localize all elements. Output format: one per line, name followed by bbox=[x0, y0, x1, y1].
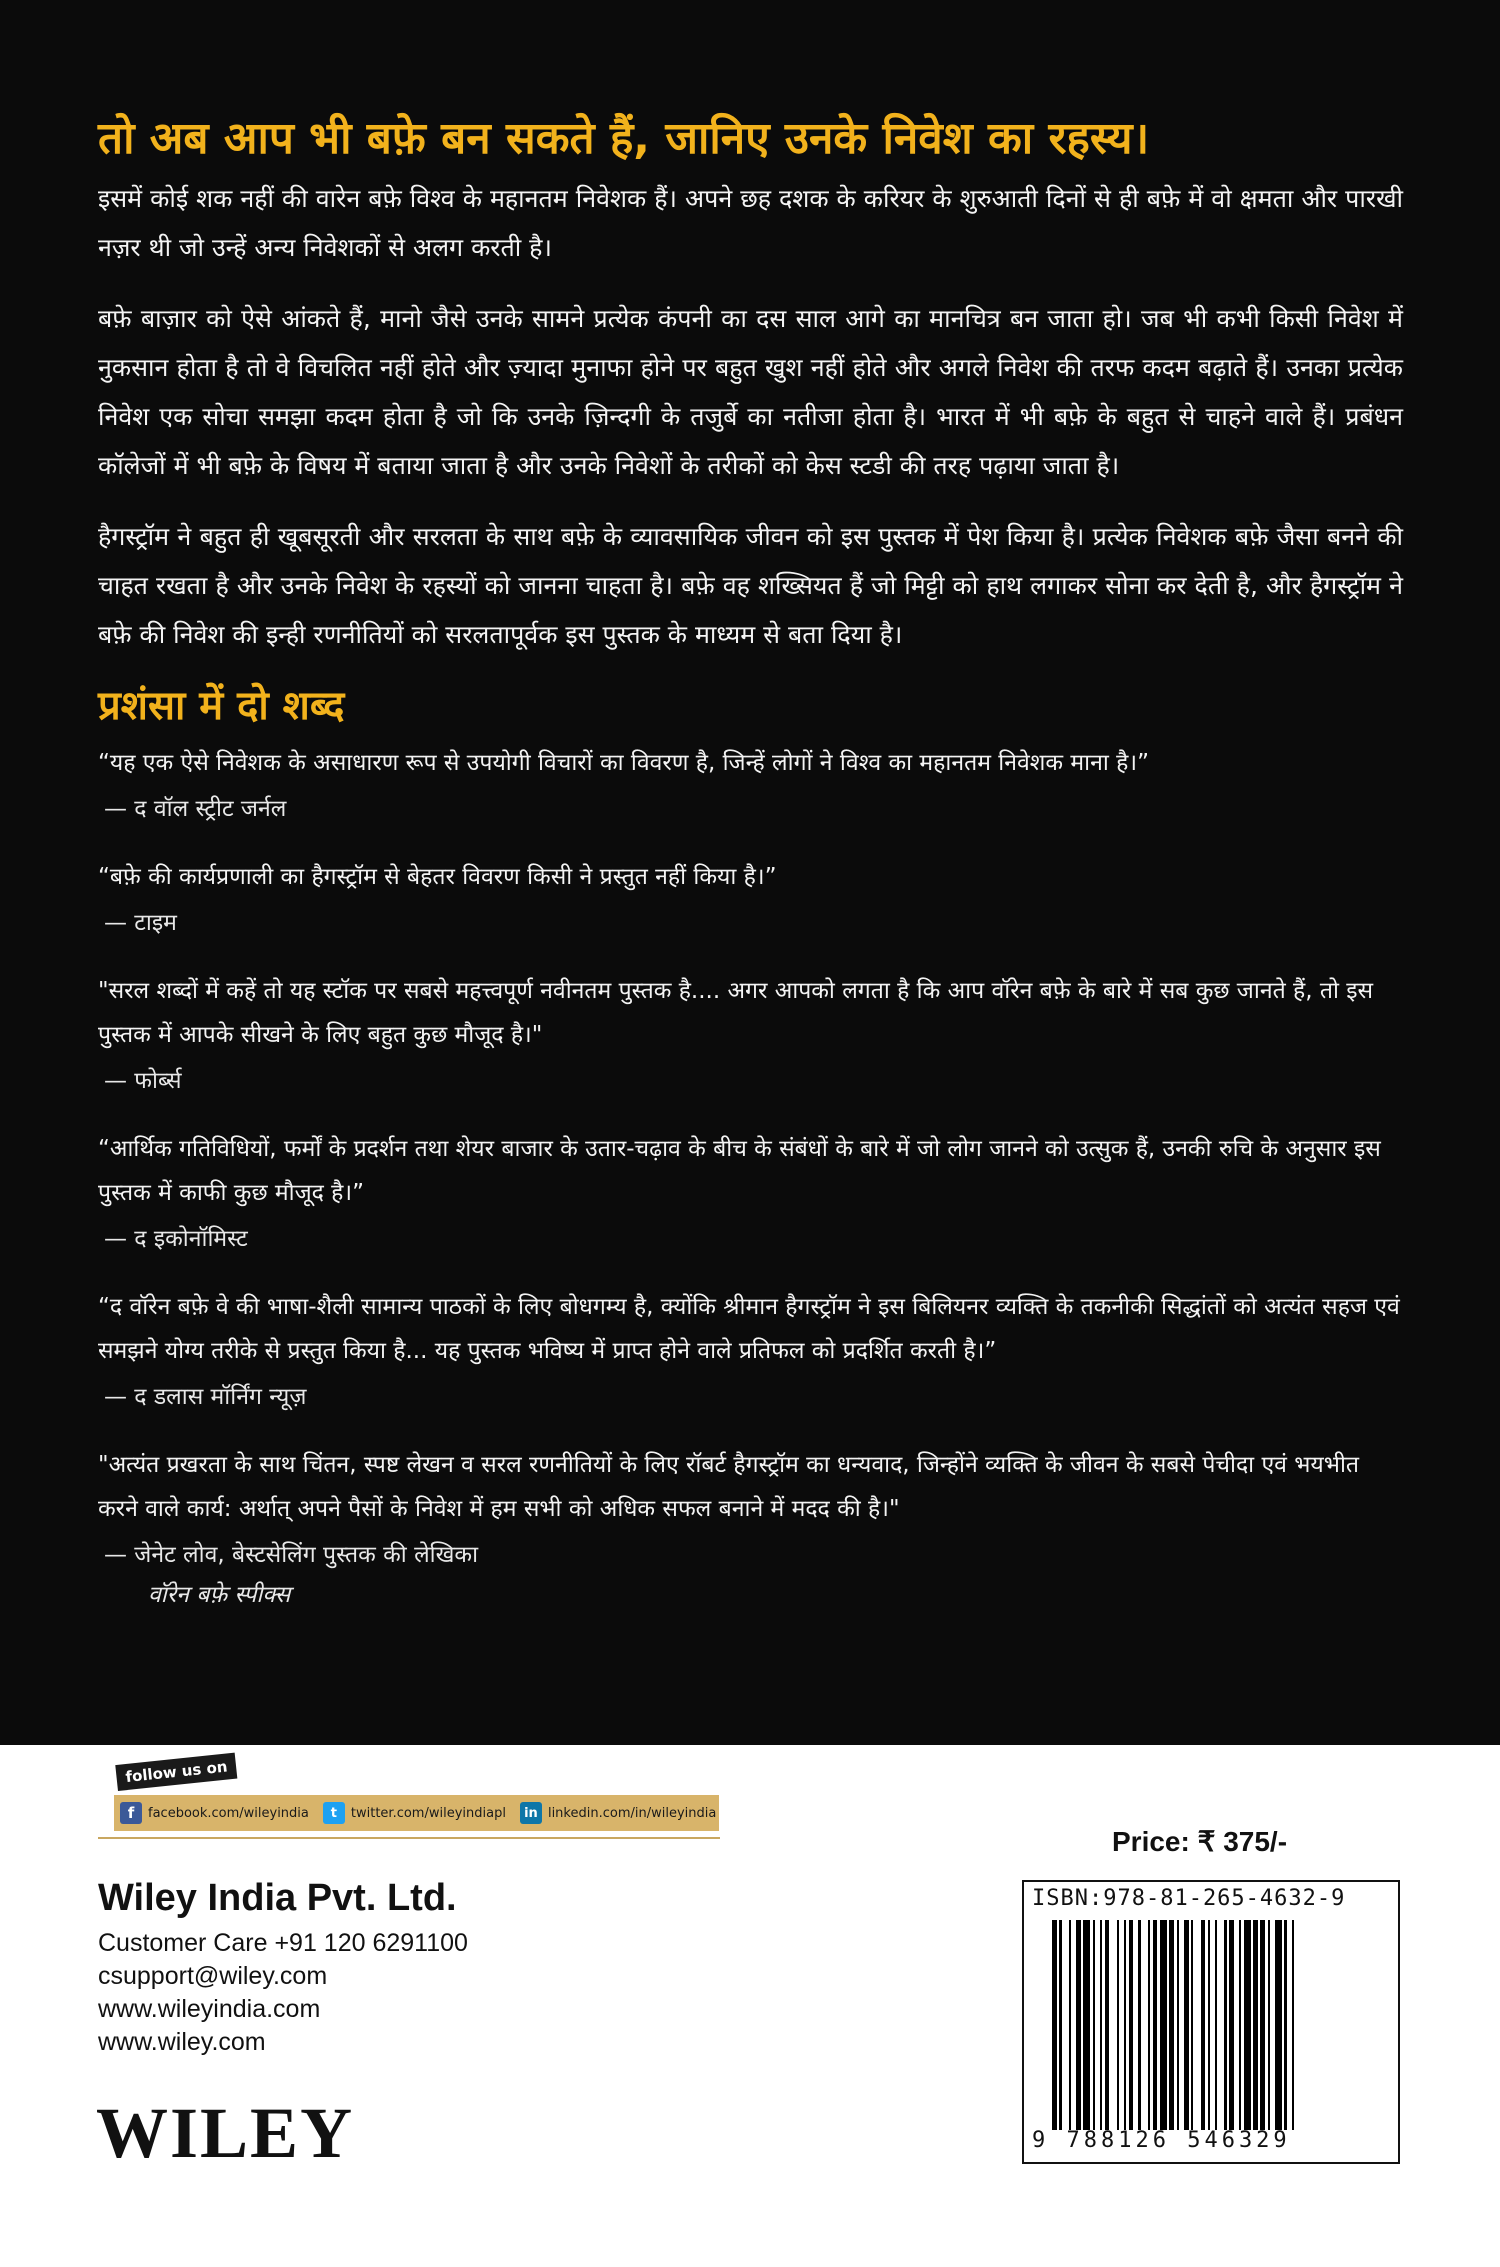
barcode-stripe bbox=[1275, 1920, 1282, 2130]
quote-source: — फोर्ब्स bbox=[104, 1068, 182, 1094]
isbn-barcode bbox=[1022, 1880, 1400, 2164]
quote-source-name: — जेनेट लोव, बेस्टसेलिंग पुस्तक की लेखिका bbox=[104, 1542, 479, 1568]
quote-6 bbox=[98, 1443, 1403, 1615]
twitter-icon: t bbox=[323, 1802, 345, 1824]
divider bbox=[98, 1837, 720, 1839]
barcode-stripe bbox=[1141, 1920, 1148, 2130]
content-column bbox=[98, 112, 1403, 1641]
twitter-url: twitter.com/wileyindiapl bbox=[350, 1805, 506, 1821]
barcode-stripe bbox=[1062, 1920, 1069, 2130]
barcode-stripe bbox=[1244, 1920, 1251, 2130]
quote-source: — द इकोनॉमिस्ट bbox=[104, 1226, 248, 1252]
headline: तो अब आप भी बफ़े बन सकते हैं, जानिए उनके निवेश का रहस्य। bbox=[98, 113, 1150, 164]
barcode-stripe bbox=[1109, 1920, 1116, 2130]
linkedin-url: linkedin.com/in/wileyindia bbox=[547, 1805, 717, 1821]
quote-3 bbox=[98, 969, 1403, 1101]
barcode-digits: 9 788126 546329 bbox=[1032, 2128, 1291, 2153]
quote-source: — द डलास मॉर्निंग न्यूज़ bbox=[104, 1384, 307, 1410]
praise-title: प्रशंसा में दो शब्द bbox=[98, 683, 345, 729]
quote-text: "अत्यंत प्रखरता के साथ चिंतन, स्पष्ट लेखन व सरल रणनीतियों के लिए रॉबर्ट हैगस्ट्रॉम का धन्यवाद, जिन्होंने व्यक्ति के जीवन के सबसे पेचीदा एवं भयभीत करने वाले कार्य: अर्थात् अपने पैसों के निवेश में हम सभी को अधिक सफल बनाने में मदद की है।" bbox=[98, 1452, 1360, 1522]
website-india[interactable]: www.wileyindia.com bbox=[98, 1995, 321, 2023]
linkedin-link[interactable] bbox=[520, 1802, 716, 1824]
twitter-link[interactable] bbox=[323, 1802, 506, 1824]
barcode-stripe bbox=[1160, 1920, 1167, 2130]
quote-text: “द वॉरेन बफ़े वे की भाषा-शैली सामान्य पाठकों के लिए बोधगम्य है, क्योंकि श्रीमान हैगस्ट्रॉम ने इस बिलियनर व्यक्ति के तकनीकी सिद्धांतों को अत्यंत सहज एवं समझने योग्य तरीके से प्रस्तुत किया है... यह पुस्तक भविष्य में प्राप्त होने वाले प्रतिफल को प्रदर्शित करती है।” bbox=[98, 1294, 1400, 1364]
quote-5 bbox=[98, 1285, 1403, 1417]
isbn-text: ISBN:978-81-265-4632-9 bbox=[1032, 1886, 1346, 1911]
quote-1 bbox=[98, 741, 1403, 829]
wiley-logo: WILEY bbox=[96, 2093, 355, 2173]
quote-text: “यह एक ऐसे निवेशक के असाधारण रूप से उपयोगी विचारों का विवरण है, जिन्हें लोगों ने विश्व का महानतम निवेशक माना है।” bbox=[98, 750, 1149, 776]
facebook-link[interactable] bbox=[120, 1802, 309, 1824]
paragraph-2: बफ़े बाज़ार को ऐसे आंकते हैं, मानो जैसे उनके सामने प्रत्येक कंपनी का दस साल आगे का मानचित्र बन जाता हो। जब भी कभी किसी निवेश में नुकसान होता है तो वे विचलित नहीं होते और ज़्यादा मुनाफा होने पर बहुत खुश नहीं होते और अगले निवेश की तरफ कदम बढ़ाते हैं। उनका प्रत्येक निवेश एक सोचा समझा कदम होता है जो कि उनके ज़िन्दगी के तजुर्बे का नतीजा होता है। भारत में भी बफ़े के बहुत से चाहने वाले हैं। प्रबंधन कॉलेजों में भी बफ़े के विषय में बताया जाता है और उनके निवेशों के तरीकों को केस स्टडी की तरह पढ़ाया जाता है। bbox=[98, 304, 1403, 480]
quote-text: “बफ़े की कार्यप्रणाली का हैगस्ट्रॉम से बेहतर विवरण किसी ने प्रस्तुत नहीं किया है।” bbox=[98, 864, 777, 890]
paragraph-1: इसमें कोई शक नहीं की वारेन बफ़े विश्व के महानतम निवेशक हैं। अपने छह दशक के करियर के शुरुआती दिनों से ही बफ़े में वो क्षमता और पारखी नज़र थी जो उन्हें अन्य निवेशकों से अलग करती है। bbox=[98, 184, 1403, 262]
facebook-icon: f bbox=[120, 1802, 142, 1824]
quote-source bbox=[104, 1535, 1403, 1615]
barcode-bars bbox=[1052, 1920, 1374, 2130]
linkedin-icon: in bbox=[520, 1802, 542, 1824]
quote-source: — टाइम bbox=[104, 910, 177, 936]
quote-4 bbox=[98, 1127, 1403, 1259]
facebook-url: facebook.com/wileyindia bbox=[148, 1805, 309, 1821]
quote-source-book: वॉरेन बफ़े स्पीक्स bbox=[148, 1582, 291, 1608]
barcode-stripe bbox=[1083, 1920, 1090, 2130]
social-bar bbox=[114, 1795, 719, 1831]
quote-source: — द वॉल स्ट्रीट जर्नल bbox=[104, 796, 287, 822]
barcode-stripe bbox=[1294, 1920, 1299, 2130]
paragraph-3: हैगस्ट्रॉम ने बहुत ही खूबसूरती और सरलता के साथ बफ़े के व्यावसायिक जीवन को इस पुस्तक में पेश किया है। प्रत्येक निवेशक बफ़े जैसा बनने की चाहत रखता है और उनके निवेश के रहस्यों को जानना चाहता है। बफ़े वह शख्सियत हैं जो मिट्टी को हाथ लगाकर सोना कर देती है, और हैगस्ट्रॉम ने बफ़े की निवेश की इन्ही रणनीतियों को सरलतापूर्वक इस पुस्तक के माध्यम से बता दिया है। bbox=[98, 522, 1403, 649]
publisher-name: Wiley India Pvt. Ltd. bbox=[98, 1877, 457, 1919]
social-strip bbox=[114, 1757, 719, 1831]
follow-us-tag: follow us on bbox=[115, 1753, 237, 1791]
quote-text: "सरल शब्दों में कहें तो यह स्टॉक पर सबसे महत्त्वपूर्ण नवीनतम पुस्तक है.... अगर आपको लगता है कि आप वॉरेन बफ़े के बारे में सब कुछ जानते हैं, तो इस पुस्तक में आपके सीखने के लिए बहुत कुछ मौजूद है।" bbox=[98, 978, 1374, 1048]
customer-care: Customer Care +91 120 6291100 bbox=[98, 1929, 468, 1957]
support-email[interactable]: csupport@wiley.com bbox=[98, 1962, 328, 1990]
website-global[interactable]: www.wiley.com bbox=[98, 2028, 266, 2056]
barcode-stripe bbox=[1193, 1920, 1200, 2130]
quote-2 bbox=[98, 855, 1403, 943]
barcode-stripe bbox=[1217, 1920, 1224, 2130]
publisher-info bbox=[98, 1875, 468, 2059]
price-label: Price: ₹ 375/- bbox=[1112, 1826, 1288, 1857]
quote-text: “आर्थिक गतिविधियों, फर्मों के प्रदर्शन तथा शेयर बाजार के उतार-चढ़ाव के बीच के संबंधों के बारे में जो लोग जानने को उत्सुक हैं, उनकी रुचि के अनुसार इस पुस्तक में काफी कुछ मौजूद है।” bbox=[98, 1136, 1381, 1206]
imprint-panel bbox=[0, 1745, 1500, 2267]
